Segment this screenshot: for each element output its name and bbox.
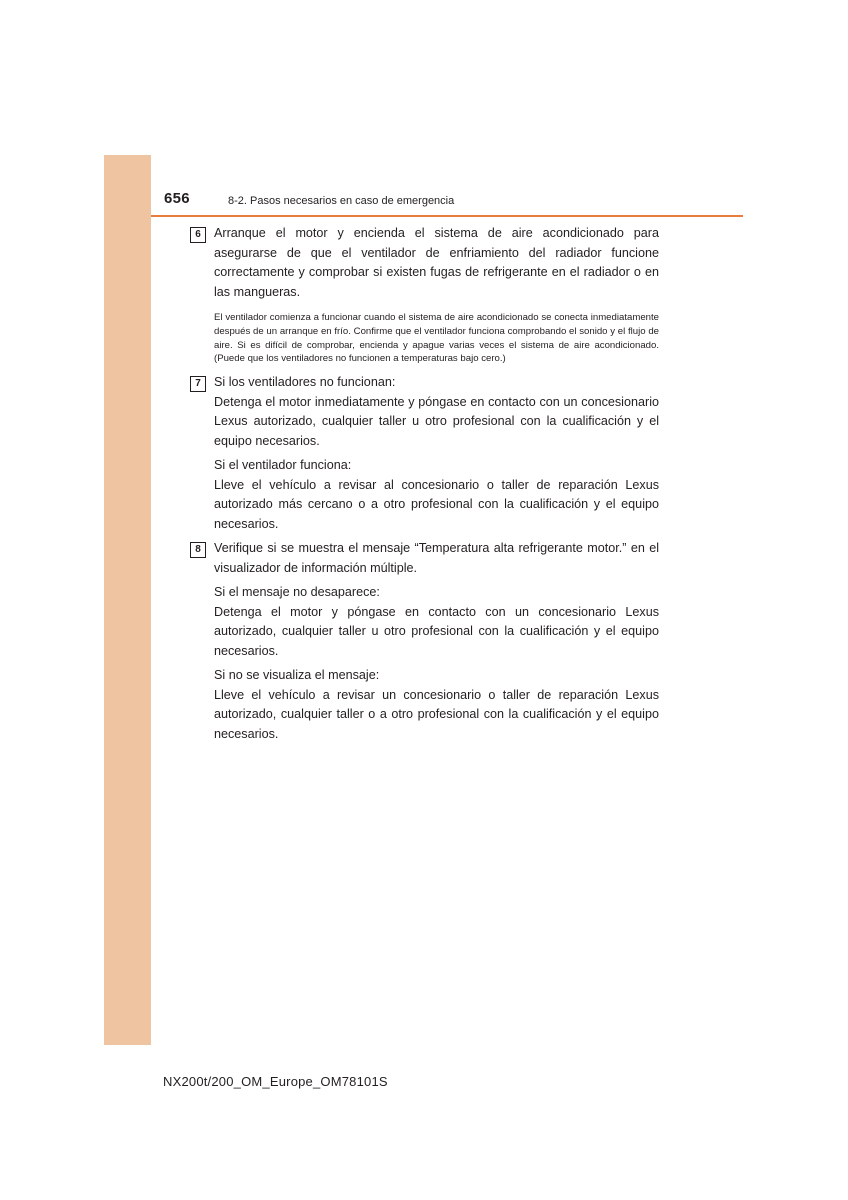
step-6 xyxy=(195,224,659,366)
step-action: Detenga el motor y póngase en contacto con un concesionario Lexus autorizado, cualquier taller u otro profesional con la cualificación y el equipo necesarios. xyxy=(214,604,659,658)
step-action: Lleve el vehículo a revisar un concesionario o taller de reparación Lexus autorizado, cualquier taller o a otro profesional con la cualificación y el equipo necesarios. xyxy=(214,687,659,741)
step-number-badge: 7 xyxy=(190,376,206,392)
document-code: NX200t/200_OM_Europe_OM78101S xyxy=(163,1074,388,1089)
step-instruction: Arranque el motor y encienda el sistema de aire acondicionado para asegurarse de que el ventilador de enfriamiento del radiador funcione correctamente y comprobar si existen fugas de refrigerante en el radiador o en las mangueras. xyxy=(214,226,659,299)
step-condition: Si los ventiladores no funcionan: xyxy=(214,375,396,390)
page-number: 656 xyxy=(164,190,190,207)
chapter-side-tab xyxy=(104,155,151,1045)
step-number-badge: 8 xyxy=(190,542,206,558)
step-number-badge: 6 xyxy=(190,227,206,243)
page-content xyxy=(195,224,659,744)
step-note: El ventilador comienza a funcionar cuando el sistema de aire acondicionado se conecta inmediatamente después de un arranque en frío. Confirme que el ventilador funciona comprobando el sonido y el flujo de aire. Si es difícil de comprobar, encienda y apague varias veces el sistema de aire acondicionado. (Puede que los ventiladores no funcionen a temperaturas bajo cero.) xyxy=(214,312,659,365)
step-condition: Si el mensaje no desaparece: xyxy=(214,585,380,600)
header-divider xyxy=(151,215,743,217)
step-condition: Si el ventilador funciona: xyxy=(214,458,352,473)
step-7 xyxy=(195,373,659,534)
step-instruction: Verifique si se muestra el mensaje “Temperatura alta refrigerante motor.” en el visualizador de información múltiple. xyxy=(214,541,659,575)
step-8 xyxy=(195,539,659,744)
section-title: 8-2. Pasos necesarios en caso de emergencia xyxy=(228,195,455,207)
step-action: Detenga el motor inmediatamente y póngase en contacto con un concesionario Lexus autorizado, cualquier taller u otro profesional con la cualificación y el equipo necesarios. xyxy=(214,394,659,448)
step-action: Lleve el vehículo a revisar al concesionario o taller de reparación Lexus autorizado más cercano o a otro profesional con la cualificación y el equipo necesarios. xyxy=(214,477,659,531)
step-condition: Si no se visualiza el mensaje: xyxy=(214,668,380,683)
